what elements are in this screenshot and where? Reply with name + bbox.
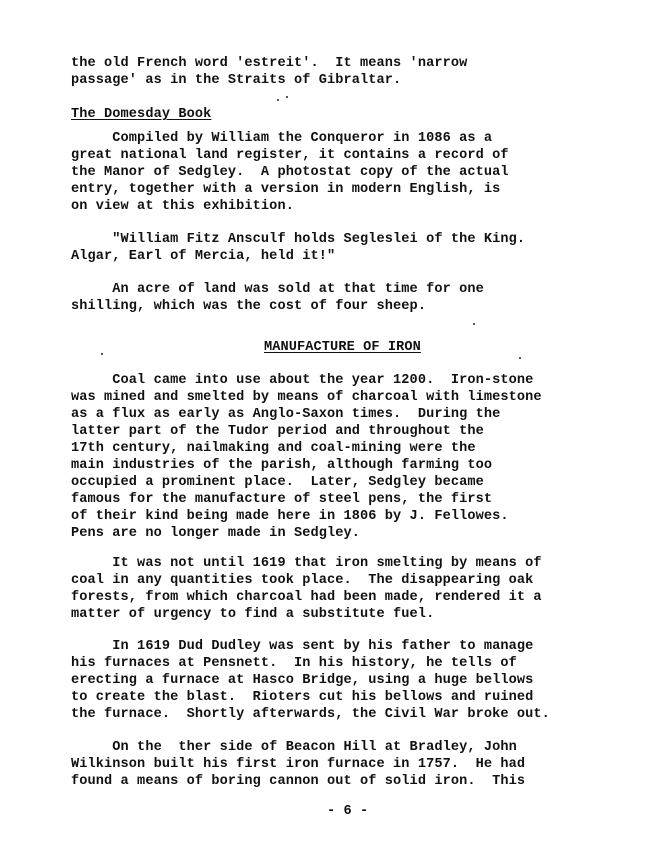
scan-speck <box>286 96 288 98</box>
section-heading-domesday: The Domesday Book <box>71 107 212 122</box>
body-text-line: occupied a prominent place. Later, Sedgley became <box>71 475 484 490</box>
body-text-line: to create the blast. Rioters cut his bellows and ruined <box>71 690 534 705</box>
scan-speck <box>473 323 475 325</box>
body-text-line: matter of urgency to find a substitute fuel. <box>71 607 435 622</box>
body-text-line: main industries of the parish, although farming too <box>71 458 493 473</box>
scan-speck <box>519 357 521 359</box>
quote-line: "William Fitz Ansculf holds Segleslei of the King. <box>71 232 526 247</box>
body-text-line: coal in any quantities took place. The disappearing oak <box>71 573 534 588</box>
body-text-line: Compiled by William the Conqueror in 1086 as a <box>71 131 493 146</box>
body-text-line: Coal came into use about the year 1200. Iron-stone <box>71 373 534 388</box>
body-text-line: famous for the manufacture of steel pens, the first <box>71 492 493 507</box>
body-text-line: his furnaces at Pensnett. In his history, he tells of <box>71 656 517 671</box>
body-text-line: erecting a furnace at Hasco Bridge, using a huge bellows <box>71 673 534 688</box>
quote-line: Algar, Earl of Mercia, held it!" <box>71 249 336 264</box>
body-text-line: the furnace. Shortly afterwards, the Civil War broke out. <box>71 707 550 722</box>
body-text-line: An acre of land was sold at that time for one <box>71 282 484 297</box>
body-text-line: It was not until 1619 that iron smelting by means of <box>71 556 542 571</box>
body-text-line: was mined and smelted by means of charcoal with limestone <box>71 390 542 405</box>
body-text-line: On the ther side of Beacon Hill at Bradley, John <box>71 740 517 755</box>
body-text-line: Wilkinson built his first iron furnace in 1757. He had <box>71 757 526 772</box>
body-text-line: Pens are no longer made in Sedgley. <box>71 526 361 541</box>
page-number: - 6 - <box>327 804 369 819</box>
body-text-line: shilling, which was the cost of four sheep. <box>71 299 427 314</box>
section-heading-iron: MANUFACTURE OF IRON <box>264 340 421 355</box>
body-text-line: on view at this exhibition. <box>71 199 294 214</box>
body-text-line: forests, from which charcoal had been made, rendered it a <box>71 590 542 605</box>
scan-speck <box>101 353 103 355</box>
body-text-line: found a means of boring cannon out of solid iron. This <box>71 774 526 789</box>
body-text-line: In 1619 Dud Dudley was sent by his father to manage <box>71 639 534 654</box>
body-text-line: passage' as in the Straits of Gibraltar. <box>71 73 402 88</box>
body-text-line: of their kind being made here in 1806 by J. Fellowes. <box>71 509 509 524</box>
body-text-line: 17th century, nailmaking and coal-mining were the <box>71 441 476 456</box>
body-text-line: great national land register, it contains a record of <box>71 148 509 163</box>
body-text-line: entry, together with a version in modern English, is <box>71 182 501 197</box>
scan-speck <box>277 99 279 101</box>
body-text-line: the Manor of Sedgley. A photostat copy of the actual <box>71 165 509 180</box>
body-text-line: the old French word 'estreit'. It means 'narrow <box>71 56 468 71</box>
body-text-line: latter part of the Tudor period and throughout the <box>71 424 484 439</box>
body-text-line: as a flux as early as Anglo-Saxon times. During the <box>71 407 501 422</box>
